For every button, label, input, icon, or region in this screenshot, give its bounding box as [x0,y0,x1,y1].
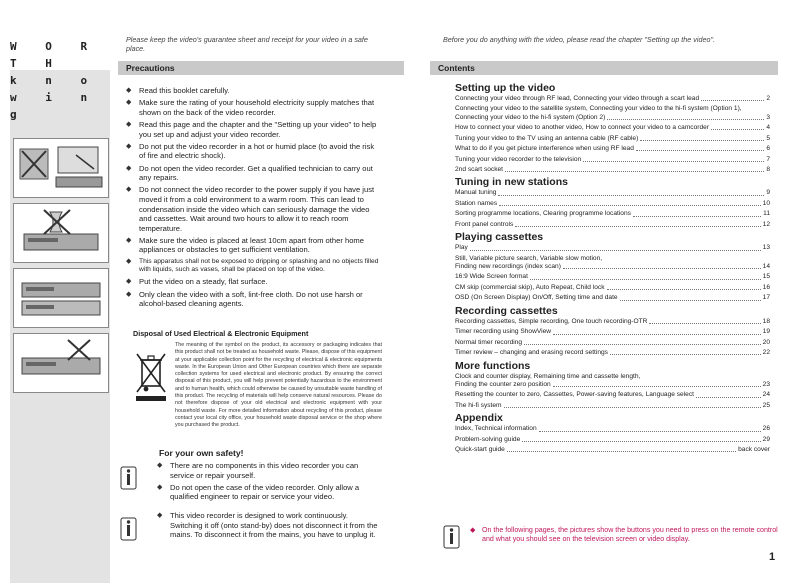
toc-row[interactable]: Play 13 [455,244,770,252]
toc-row[interactable]: Resetting the counter to zero, Cassettes, Power-saving features, Language select 24 [455,391,770,399]
toc-row[interactable]: How to connect your video to another video, How to connect your video to a camcorder 4 [455,124,770,132]
toc-section-title: Playing cassettes [455,231,544,244]
toc-row[interactable]: Tuning your video to the TV using an antenna cable (RF cable) 5 [455,134,770,142]
precautions-title: Precautions [126,63,175,73]
list-item: ◆ Make sure the video is placed at least 10cm apart from other home appliances or obstacles to get sufficient ventilation. [126,235,364,255]
list-item: ◆ This video recorder is designed to work continuously. Switching it off (onto stand-by) does not disconnect it from the mains. To disconnect it from the mains, you have to unplug it. [157,511,378,540]
toc-row[interactable]: Quick-start guide back cover [455,446,770,454]
toc-row[interactable]: Sorting programme locations, Clearing programme locations 11 [455,210,770,218]
toc-section-title: Tuning in new stations [455,176,568,189]
toc-row-continued[interactable]: Finding the counter zero position 23 [455,380,770,388]
safety-list-2 [157,511,379,542]
toc-row[interactable]: The hi-fi system 25 [455,401,770,409]
list-item: ◆ Do not put the video recorder in a hot or humid place (to avoid the risk of fire and electric shock). [126,141,375,161]
diamond-bullet-icon: ◆ [126,120,132,128]
precautions-bar [118,61,404,75]
toc-row[interactable]: 16:9 Wide Screen format 15 [455,273,770,281]
diamond-bullet-icon: ◆ [126,236,132,244]
illustration-no-vase [13,203,109,263]
toc-row[interactable]: OSD (On Screen Display) On/Off, Setting time and date 17 [455,294,770,302]
table-of-contents [455,82,770,457]
toc-row[interactable]: What to do if you get picture interference when using RF lead 6 [455,145,770,153]
list-item: ◆ Make sure the rating of your household electricity supply matches that shown on the back of the video recorder. [126,98,375,117]
toc-row-continued[interactable]: Finding new recordings (index scan) 14 [455,263,770,270]
illustration-no-water [13,138,109,198]
safety-list [157,461,379,505]
diamond-bullet-icon: ◆ [126,290,132,298]
list-item: ◆ Read this booklet carefully. [126,86,230,95]
disposal-title: Disposal of Used Electrical & Electronic Equipment [133,329,309,338]
diamond-bullet-icon: ◆ [157,512,163,519]
worth-heading: W O R T H [10,40,99,70]
toc-row[interactable]: CM skip (commercial skip), Auto Repeat, Child lock 16 [455,283,770,291]
toc-row[interactable]: Manual tuning 9 [455,189,770,197]
toc-row[interactable]: Index, Technical information 26 [455,425,770,433]
toc-row[interactable]: Connecting your video through RF lead, Connecting your video through a scart lead 2 [455,95,770,102]
toc-row[interactable]: Station names 10 [455,199,770,207]
toc-row[interactable]: 2nd scart socket 8 [455,166,770,173]
list-item: ◆ Only clean the video with a soft, lint-free cloth. Do not use harsh or alcohol-based cleaning agents. [126,289,363,309]
toc-row[interactable]: Normal timer recording 20 [455,338,770,346]
safety-title: For your own safety! [159,448,244,458]
page-number: 1 [769,551,776,563]
diamond-bullet-icon: ◆ [126,99,132,107]
toc-section-title: Setting up the video [455,82,556,94]
toc-row[interactable]: Front panel controls 12 [455,220,770,228]
illustration-ventilation [13,268,109,328]
toc-section-title: Recording cassettes [455,304,558,317]
toc-row[interactable]: Tuning your video recorder to the television 7 [455,155,770,163]
left-note: Please keep the video's guarantee sheet and receipt for your video in a safe place. [126,35,368,53]
hand-info-icon [120,466,137,495]
diamond-bullet-icon: ◆ [126,186,132,194]
list-item: ◆ This apparatus shall not be exposed to dripping or splashing and no objects filled with liquids, such as vases, shall be placed on top of the video. [126,257,379,274]
diamond-bullet-icon: ◆ [126,142,132,150]
toc-row[interactable]: Timer recording using ShowView 19 [455,328,770,336]
diamond-bullet-icon: ◆ [157,483,163,491]
diamond-bullet-icon: ◆ [470,527,476,534]
illustration-no-stacking [13,333,109,393]
worth-knowing-heading [10,38,110,123]
toc-row-continued[interactable]: Connecting your video to the hi-fi system (Option 2) 3 [455,113,770,121]
toc-row[interactable]: Timer review – changing and erasing record settings 22 [455,349,770,357]
diamond-bullet-icon: ◆ [126,257,132,265]
contents-title: Contents [438,63,475,73]
right-note: Before you do anything with the video, please read the chapter "Setting up the video". [443,35,716,44]
toc-row[interactable]: Problem-solving guide 29 [455,435,770,443]
footer-info-icon [443,525,460,554]
toc-section-title: Appendix [455,412,503,425]
list-item: ◆ Put the video on a steady, flat surface. [126,277,268,287]
list-item: ◆ Do not open the video recorder. Get a qualified technician to carry out any repairs. [126,163,373,183]
toc-row[interactable]: Connecting your video to the satellite system, Connecting your video to the hi-fi system (Option 1), [455,105,742,113]
diamond-bullet-icon: ◆ [126,278,132,286]
toc-section-title: More functions [455,359,531,372]
list-item: ◆ Do not open the case of the video recorder. Only allow a qualified engineer to repair or service your video. [157,482,360,502]
disposal-text: The meaning of the symbol on the product, its accessory or packaging indicates that this product shall not be treated as household waste. Please, dispose of this equipment at your applicable collection point for the recycling of electrical & electronic equipments waste. In the European Union and Other European countries which there are separate collection systems for used electrical and electronic product. By ensuring the correct disposal of this product, you will help prevent potentially hazardous to the environment and to human health, which could otherwise be caused by unsuitable waste handling of this product. The recycling of materials will help conserve natural resources. Please do not therefore dispose of your old electrical and electronic equipment with your household waste. For more detailed information about recycling of this product, please contact your local city office, your household waste disposal service or the shop where you purchased the product. [175,342,382,429]
info-icon [120,517,137,546]
list-item: ◆ Read this page and the chapter and the "Setting up your video" to help you set up and adjust your video recorder. [126,119,377,139]
crossed-bin-icon [134,350,168,406]
diamond-bullet-icon: ◆ [126,87,132,94]
toc-row[interactable]: Recording cassettes, Simple recording, One touch recording-OTR 18 [455,317,770,325]
knowing-heading: k n o w i n g [10,74,99,121]
diamond-bullet-icon: ◆ [157,462,163,469]
toc-row[interactable]: Still, Variable picture search, Variable slow motion, [455,254,603,262]
precautions-list [126,86,382,311]
diamond-bullet-icon: ◆ [126,164,132,172]
list-item: ◆ There are no components in this video recorder you can service or repair yourself. [157,461,359,480]
toc-row[interactable]: Clock and counter display, Remaining time and cassette length, [455,372,641,380]
contents-bar [430,61,778,75]
footer-note: ◆ On the following pages, the pictures show the buttons you need to press on the remote control and what you should see on the television screen or video display. [470,526,778,543]
list-item: ◆ Do not connect the video recorder to the power supply if you have just moved it from a cold environment to a warm room. This can lead to condensation inside the video which can seriously damage the video and cassettes. Wait around two hours to allow it to reach room temperature. [126,185,375,233]
